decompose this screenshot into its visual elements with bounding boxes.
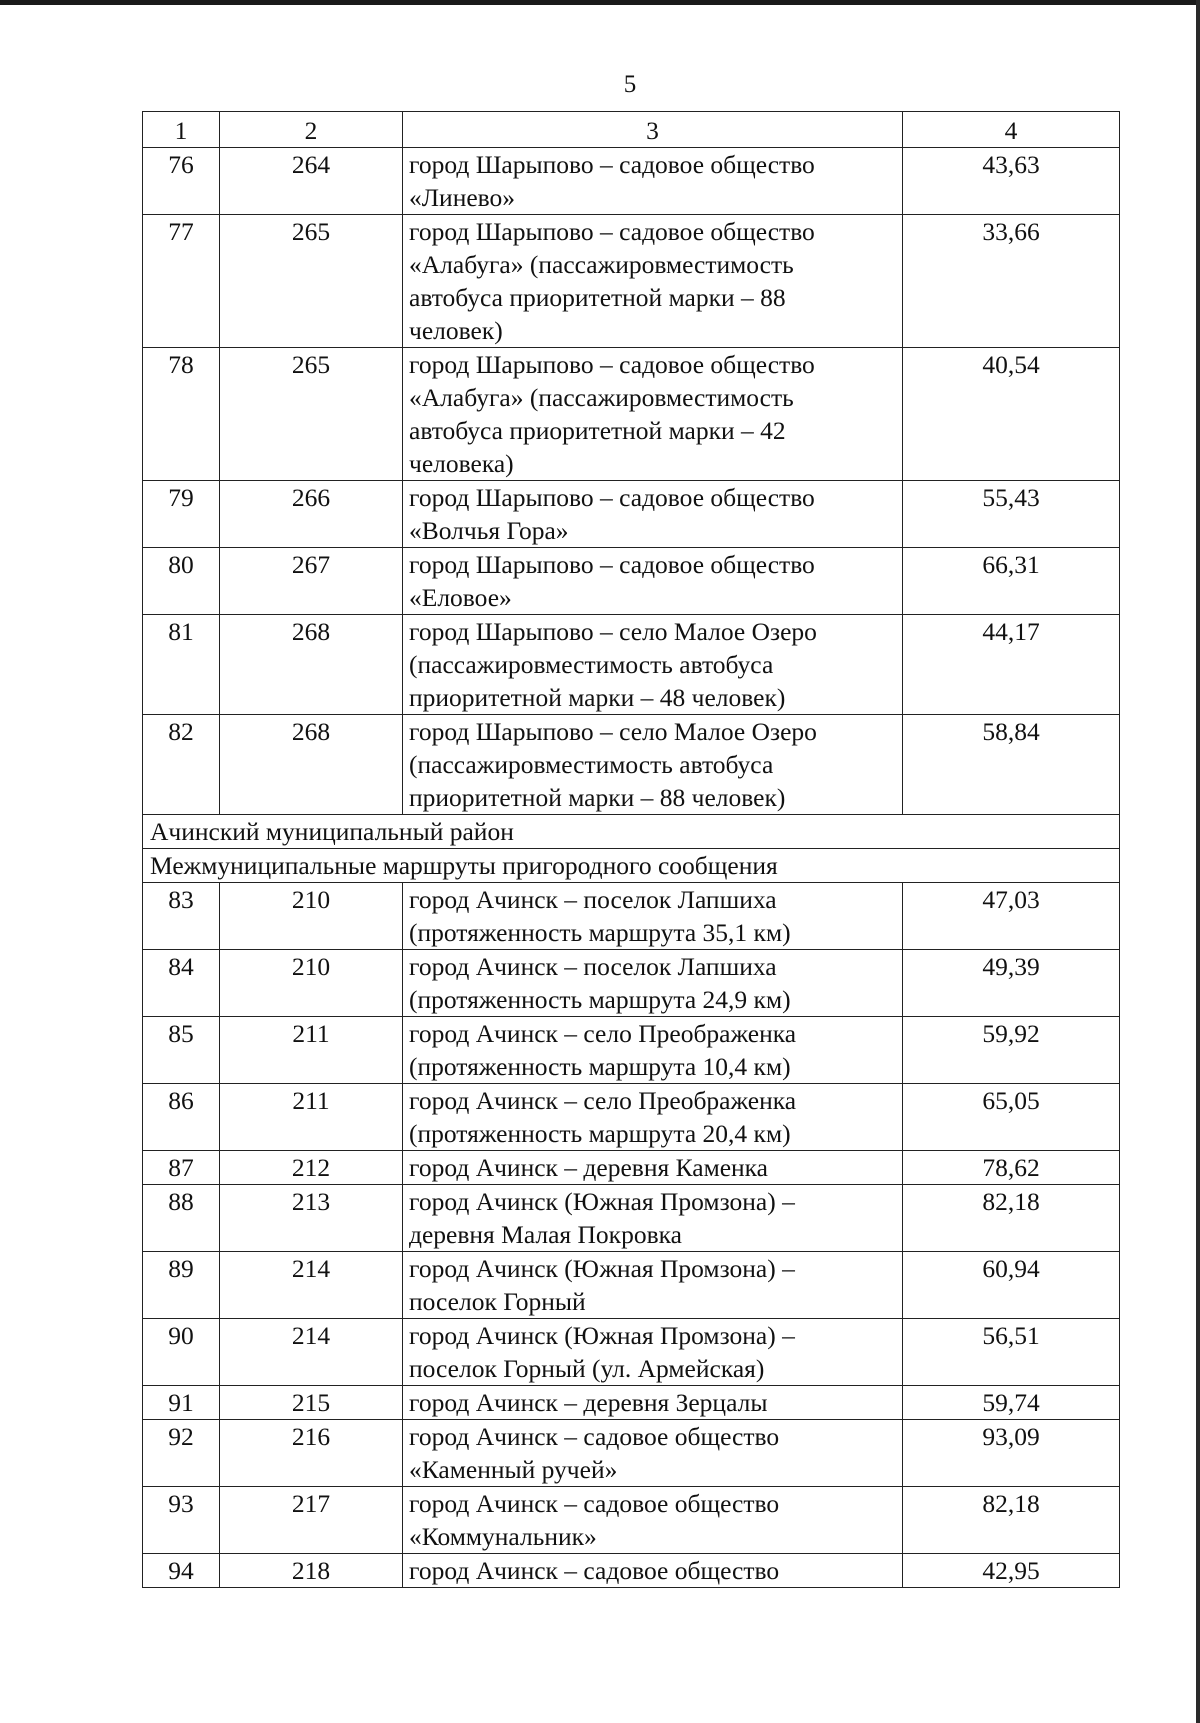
route-description-line: «Коммунальник» (409, 1522, 597, 1551)
table-row (143, 1554, 1120, 1588)
row-number-cell: 83 (143, 883, 220, 950)
column-header-3: 3 (403, 112, 903, 148)
route-number-cell: 214 (220, 1252, 403, 1319)
route-description-cell (403, 348, 903, 481)
tariff-value-cell: 78,62 (903, 1151, 1120, 1185)
table-header-row (143, 112, 1120, 148)
tariff-value-cell: 66,31 (903, 548, 1120, 615)
table-row (143, 1319, 1120, 1386)
row-number-cell: 85 (143, 1017, 220, 1084)
route-description-cell (403, 1420, 903, 1487)
route-description-line: (протяженность маршрута 10,4 км) (409, 1052, 791, 1081)
section-heading: Межмуниципальные маршруты пригородного сообщения (143, 849, 1120, 883)
route-number-cell: 210 (220, 950, 403, 1017)
route-number-cell: 212 (220, 1151, 403, 1185)
route-description-line: город Ачинск – поселок Лапшиха (409, 885, 777, 914)
route-description-line: город Ачинск – село Преображенка (409, 1086, 797, 1115)
table-row (143, 348, 1120, 481)
column-header-4: 4 (903, 112, 1120, 148)
table-row (143, 1420, 1120, 1487)
tariff-value-cell: 93,09 (903, 1420, 1120, 1487)
route-description-line: город Шарыпово – садовое общество (409, 550, 815, 579)
route-number-cell: 211 (220, 1084, 403, 1151)
route-number-cell: 215 (220, 1386, 403, 1420)
table-row (143, 1084, 1120, 1151)
route-description-line: деревня Малая Покровка (409, 1220, 682, 1249)
route-description-cell (403, 1017, 903, 1084)
route-description-line: человека) (409, 449, 514, 478)
route-description-line: «Каменный ручей» (409, 1455, 618, 1484)
route-description-line: город Шарыпово – село Малое Озеро (409, 617, 817, 646)
table-row (143, 950, 1120, 1017)
route-description-line: город Ачинск – село Преображенка (409, 1019, 797, 1048)
row-number-cell: 79 (143, 481, 220, 548)
tariff-value-cell: 82,18 (903, 1487, 1120, 1554)
table-row (143, 1017, 1120, 1084)
tariff-value-cell: 33,66 (903, 215, 1120, 348)
page-number: 5 (623, 71, 637, 98)
route-description-line: приоритетной марки – 48 человек) (409, 683, 786, 712)
route-description-line: автобуса приоритетной марки – 88 (409, 283, 786, 312)
row-number-cell: 78 (143, 348, 220, 481)
route-number-cell: 218 (220, 1554, 403, 1588)
tariff-value-cell: 49,39 (903, 950, 1120, 1017)
route-description-line: (протяженность маршрута 20,4 км) (409, 1119, 791, 1148)
tariff-value-cell: 82,18 (903, 1185, 1120, 1252)
table-row (143, 148, 1120, 215)
tariff-value-cell: 42,95 (903, 1554, 1120, 1588)
route-description-line: «Волчья Гора» (409, 516, 569, 545)
route-number-cell: 268 (220, 715, 403, 815)
tariff-value-cell: 47,03 (903, 883, 1120, 950)
column-header-1: 1 (143, 112, 220, 148)
tariff-value-cell: 43,63 (903, 148, 1120, 215)
route-description-line: (пассажировместимость автобуса (409, 750, 774, 779)
table-row (143, 1487, 1120, 1554)
route-description-line: «Еловое» (409, 583, 512, 612)
route-description-line: город Шарыпово – садовое общество (409, 217, 815, 246)
route-description-line: город Ачинск (Южная Промзона) – (409, 1321, 795, 1350)
route-description-cell (403, 1386, 903, 1420)
route-description-line: город Шарыпово – садовое общество (409, 350, 815, 379)
route-description-line: «Алабуга» (пассажировместимость (409, 250, 794, 279)
route-description-cell (403, 615, 903, 715)
route-description-line: «Алабуга» (пассажировместимость (409, 383, 794, 412)
tariff-value-cell: 40,54 (903, 348, 1120, 481)
row-number-cell: 81 (143, 615, 220, 715)
row-number-cell: 86 (143, 1084, 220, 1151)
table-row (143, 1185, 1120, 1252)
tariff-value-cell: 55,43 (903, 481, 1120, 548)
route-description-line: автобуса приоритетной марки – 42 (409, 416, 786, 445)
row-number-cell: 92 (143, 1420, 220, 1487)
tariff-value-cell: 65,05 (903, 1084, 1120, 1151)
route-description-cell (403, 481, 903, 548)
section-heading: Ачинский муниципальный район (143, 815, 1120, 849)
route-description-cell (403, 950, 903, 1017)
route-description-line: приоритетной марки – 88 человек) (409, 783, 786, 812)
tariff-value-cell: 56,51 (903, 1319, 1120, 1386)
tariff-value-cell: 44,17 (903, 615, 1120, 715)
route-description-line: город Ачинск – деревня Зерцалы (409, 1388, 768, 1417)
route-number-cell: 210 (220, 883, 403, 950)
route-number-cell: 265 (220, 215, 403, 348)
route-description-line: город Ачинск – поселок Лапшиха (409, 952, 777, 981)
row-number-cell: 84 (143, 950, 220, 1017)
column-header-2: 2 (220, 112, 403, 148)
scan-border-right (1196, 0, 1200, 1723)
route-description-line: город Ачинск – садовое общество (409, 1422, 780, 1451)
row-number-cell: 91 (143, 1386, 220, 1420)
route-number-cell: 265 (220, 348, 403, 481)
route-description-cell (403, 1319, 903, 1386)
route-description-cell (403, 1084, 903, 1151)
route-description-line: город Ачинск (Южная Промзона) – (409, 1187, 795, 1216)
tariff-value-cell: 59,74 (903, 1386, 1120, 1420)
route-description-cell (403, 1554, 903, 1588)
table-row (143, 1151, 1120, 1185)
row-number-cell: 94 (143, 1554, 220, 1588)
table-row (143, 481, 1120, 548)
route-description-line: (протяженность маршрута 35,1 км) (409, 918, 791, 947)
route-description-line: город Ачинск – садовое общество (409, 1556, 780, 1585)
table-row (143, 615, 1120, 715)
table-row (143, 548, 1120, 615)
row-number-cell: 80 (143, 548, 220, 615)
route-description-cell (403, 715, 903, 815)
table-row (143, 715, 1120, 815)
route-description-cell (403, 1252, 903, 1319)
section-heading-row (143, 815, 1120, 849)
route-description-line: (протяженность маршрута 24,9 км) (409, 985, 791, 1014)
row-number-cell: 93 (143, 1487, 220, 1554)
row-number-cell: 90 (143, 1319, 220, 1386)
route-description-line: город Шарыпово – садовое общество (409, 150, 815, 179)
row-number-cell: 77 (143, 215, 220, 348)
row-number-cell: 76 (143, 148, 220, 215)
route-number-cell: 266 (220, 481, 403, 548)
row-number-cell: 88 (143, 1185, 220, 1252)
route-description-line: город Ачинск (Южная Промзона) – (409, 1254, 795, 1283)
route-number-cell: 214 (220, 1319, 403, 1386)
route-number-cell: 216 (220, 1420, 403, 1487)
route-description-cell (403, 1151, 903, 1185)
route-description-line: поселок Горный (ул. Армейская) (409, 1354, 765, 1383)
route-description-line: человек) (409, 316, 503, 345)
route-description-cell (403, 883, 903, 950)
table-row (143, 1252, 1120, 1319)
row-number-cell: 87 (143, 1151, 220, 1185)
tariff-value-cell: 58,84 (903, 715, 1120, 815)
route-description-cell (403, 548, 903, 615)
route-description-cell (403, 215, 903, 348)
scan-border-top (0, 0, 1200, 5)
row-number-cell: 89 (143, 1252, 220, 1319)
route-number-cell: 268 (220, 615, 403, 715)
table-row (143, 883, 1120, 950)
route-description-line: поселок Горный (409, 1287, 586, 1316)
route-description-line: (пассажировместимость автобуса (409, 650, 774, 679)
route-description-cell (403, 1487, 903, 1554)
route-description-line: город Шарыпово – садовое общество (409, 483, 815, 512)
table-row (143, 1386, 1120, 1420)
route-number-cell: 213 (220, 1185, 403, 1252)
route-number-cell: 217 (220, 1487, 403, 1554)
route-number-cell: 267 (220, 548, 403, 615)
route-description-line: город Шарыпово – село Малое Озеро (409, 717, 817, 746)
table-row (143, 215, 1120, 348)
tariff-value-cell: 60,94 (903, 1252, 1120, 1319)
route-description-cell (403, 148, 903, 215)
route-description-cell (403, 1185, 903, 1252)
section-heading-row (143, 849, 1120, 883)
route-description-line: «Линево» (409, 183, 516, 212)
route-description-line: город Ачинск – садовое общество (409, 1489, 780, 1518)
route-description-line: город Ачинск – деревня Каменка (409, 1153, 768, 1182)
tariff-value-cell: 59,92 (903, 1017, 1120, 1084)
routes-table (142, 111, 1120, 1588)
row-number-cell: 82 (143, 715, 220, 815)
routes-table-body (143, 112, 1120, 1588)
route-number-cell: 264 (220, 148, 403, 215)
route-number-cell: 211 (220, 1017, 403, 1084)
